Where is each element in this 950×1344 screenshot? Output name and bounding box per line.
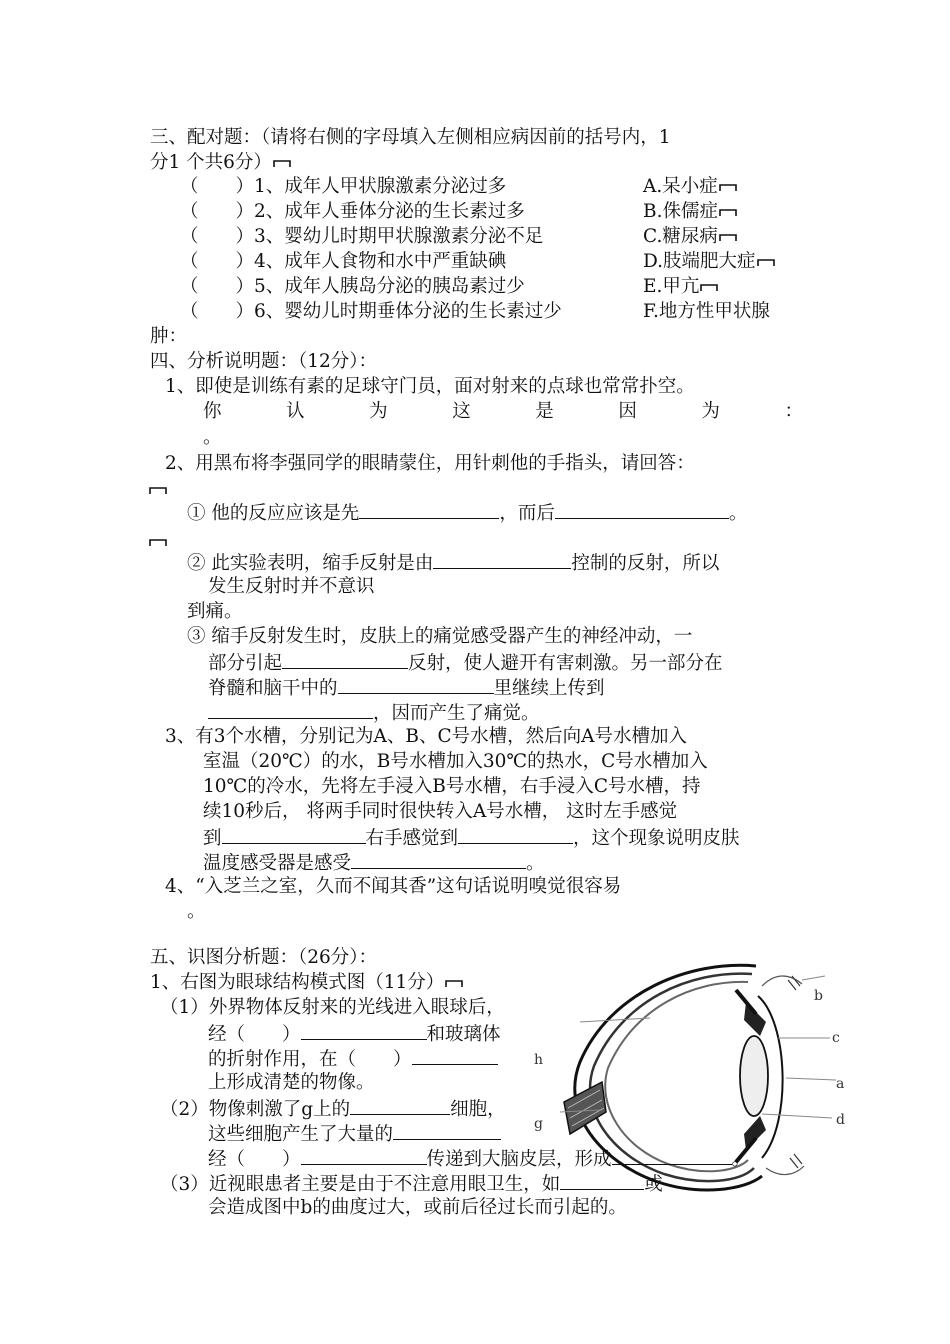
leader-d (762, 1114, 832, 1118)
label-a: a (836, 1076, 845, 1092)
matching-item-4 (180, 250, 506, 274)
option-text: F.地方性甲状腺 (643, 301, 770, 322)
spread-char: 是 (535, 401, 554, 422)
section3-title-cont-text: 分1 个共6分） (150, 152, 272, 173)
editor-mark-icon (699, 282, 719, 292)
editor-mark-icon (718, 207, 738, 217)
q4-2-c-text: 反射，使人避开有害刺激。另一部分在 (408, 653, 723, 674)
q4-2-a-text: ① 他的反应应该是先 (187, 503, 360, 524)
section4-title: 四、分析说明题：（12分）： (150, 351, 378, 372)
editor-mark-icon (756, 257, 776, 267)
answer-blank[interactable] (222, 825, 366, 844)
q4-2-c-line4 (208, 700, 540, 726)
q4-2-b-end: 到痛。 (187, 601, 243, 622)
answer-blank[interactable] (612, 1146, 732, 1165)
q4-3-text: 温度感受器是感受 (203, 853, 352, 874)
q4-2-a-text: ，而后 (499, 503, 555, 524)
q4-2-c-text: 脊髓和脑干中的 (208, 678, 338, 699)
eyelid-lower (766, 1166, 804, 1175)
option-text: A.呆小症 (643, 176, 718, 197)
q5-1-p1-line4: 上形成清楚的物像。 (208, 1072, 375, 1093)
answer-blank[interactable] (301, 1021, 427, 1040)
answer-blank[interactable] (359, 500, 499, 519)
q5-1-p3-text: （3）近视眼患者主要是由于不注意用眼卫生，如 (160, 1174, 561, 1195)
matching-item-1 (180, 175, 506, 199)
matching-text: 3、婴幼儿时期甲状腺激素分泌不足 (254, 226, 544, 247)
label-d: d (836, 1112, 845, 1128)
q4-2-a-line (187, 500, 747, 526)
matching-option-b (643, 200, 738, 224)
q5-1-p1-line3 (208, 1046, 498, 1072)
q5-1-p1-text: 和玻璃体 (426, 1024, 501, 1045)
iris-lower (744, 1116, 766, 1150)
q4-2-b-line (187, 550, 719, 576)
q4-3-line2: 室温（20℃）的水，B号水槽加入30℃的热水，C号水槽加入 (203, 751, 708, 772)
q5-1-title-text: 1、右图为眼球结构模式图（11分） (150, 972, 445, 993)
section5-title: 五、识图分析题：（26分）： (150, 947, 378, 968)
q4-4-line: 4、“入芝兰之室，久而不闻其香”这句话说明嗅觉很容易 (165, 876, 622, 897)
answer-paren[interactable]: （ ） (180, 276, 255, 297)
label-b: b (814, 988, 823, 1004)
answer-blank[interactable] (282, 650, 408, 669)
label-c: c (832, 1030, 840, 1046)
answer-paren[interactable]: （ ） (180, 226, 255, 247)
q4-3-text: 。 (526, 853, 545, 874)
q4-3-line5 (203, 825, 740, 851)
answer-blank[interactable] (412, 1046, 498, 1065)
q4-2-b-cont: 发生反射时并不意识 (208, 576, 375, 597)
section3-title: 三、配对题：（请将右侧的字母填入左侧相应病因前的括号内，1 (150, 127, 671, 148)
editor-mark-icon (718, 232, 738, 242)
lens (740, 1036, 768, 1116)
answer-paren[interactable]: （ ） (180, 176, 255, 197)
matching-item-5 (180, 275, 525, 299)
option-text: C.糖尿病 (643, 226, 718, 247)
q5-1-p2-text: 。 (731, 1149, 751, 1170)
matching-option-d (643, 250, 776, 274)
option-text: E.甲亢 (643, 276, 700, 297)
spread-char: 为 (369, 401, 388, 422)
q5-1-p2-text: 细胞， (450, 1099, 506, 1120)
spread-char: 因 (618, 401, 637, 422)
q5-1-p1-text: 的折射作用，在（ ） (208, 1049, 412, 1070)
q4-2-b-text: 控制的反射，所以 (571, 553, 720, 574)
q5-1-p3-line2: 会造成图中b的曲度过大，或前后径过长而引起的。 (208, 1197, 627, 1218)
q5-1-p1-line2 (208, 1021, 501, 1047)
answer-blank[interactable] (555, 500, 729, 519)
matching-option-c (643, 225, 738, 249)
q4-2-c-line3 (208, 675, 605, 701)
q5-1-p1-text: 经（ ） (208, 1024, 301, 1045)
matching-option-e (643, 275, 719, 299)
q5-1-p2-line3 (208, 1146, 750, 1172)
matching-text: 1、成年人甲状腺激素分泌过多 (254, 176, 507, 197)
matching-item-2 (180, 200, 525, 224)
answer-paren[interactable]: （ ） (180, 251, 255, 272)
answer-blank[interactable] (433, 550, 571, 569)
q4-3-line3: 10℃的冷水，先将左手浸入B号水槽，右手浸入C号水槽，持 (203, 776, 701, 797)
answer-blank[interactable] (458, 825, 573, 844)
label-h: h (534, 1052, 544, 1068)
q4-2-c-text: 部分引起 (208, 653, 283, 674)
matching-option-f-wrap: 肿： (150, 326, 188, 347)
answer-blank[interactable] (560, 1171, 644, 1190)
spread-char: 为 (701, 401, 720, 422)
q5-1-p1-line1: （1）外界物体反射来的光线进入眼球后， (160, 997, 505, 1018)
q5-1-p2-text: 经（ ） (208, 1149, 301, 1170)
matching-item-6 (180, 300, 562, 324)
q4-3-text: ，这个现象说明皮肤 (573, 828, 740, 849)
q4-2-c-line2 (208, 650, 723, 676)
q4-3-line6 (203, 850, 545, 876)
q4-3-line4: 续10秒后， 将两手同时很快转入A号水槽， 这时左手感觉 (203, 801, 678, 822)
answer-blank[interactable] (350, 1096, 450, 1115)
q4-2-a-text: 。 (728, 503, 748, 524)
spread-char: 这 (452, 401, 471, 422)
leader-a (786, 1078, 836, 1080)
editor-mark-icon (444, 978, 464, 988)
q4-2-c-line1: ③ 缩手反射发生时，皮肤上的痛觉感受器产生的神经冲动，一 (187, 626, 693, 647)
q5-1-p2-text: 传递到大脑皮层，形成 (426, 1149, 612, 1170)
section3-title-cont (150, 151, 292, 175)
answer-blank[interactable] (338, 675, 494, 694)
editor-mark-icon (718, 182, 738, 192)
editor-mark-icon (148, 478, 168, 502)
q4-2-c-text: ，因而产生了痛觉。 (373, 703, 540, 724)
answer-blank[interactable] (351, 850, 526, 869)
q5-1-title (150, 971, 464, 995)
retina-layer (605, 982, 748, 1171)
q5-1-p3-text: 或 (644, 1174, 663, 1195)
matching-item-3 (180, 225, 543, 249)
matching-option-f (643, 300, 770, 324)
q4-3-text: 到 (203, 828, 222, 849)
matching-text: 5、成年人胰岛分泌的胰岛素过少 (254, 276, 525, 297)
label-g: g (534, 1116, 543, 1132)
spread-char: 认 (286, 401, 305, 422)
leader-b (802, 976, 825, 980)
answer-blank[interactable] (208, 700, 373, 719)
matching-text: 2、成年人垂体分泌的生长素过多 (254, 201, 525, 222)
matching-text: 6、婴幼儿时期垂体分泌的生长素过少 (254, 301, 562, 322)
option-text: D.肢端肥大症 (643, 251, 756, 272)
q4-4-end: 。 (187, 901, 206, 922)
matching-text: 4、成年人食物和水中严重缺碘 (254, 251, 507, 272)
spread-char: 你 (203, 401, 222, 422)
q5-1-p3-line1 (160, 1171, 663, 1197)
answer-blank[interactable] (301, 1146, 427, 1165)
q4-1-spread-line (203, 400, 803, 424)
editor-mark-icon (272, 158, 292, 168)
option-text: B.侏儒症 (643, 201, 718, 222)
q5-1-p2-text: （2）物像刺激了g上的 (160, 1099, 351, 1120)
q5-1-p2-line2 (208, 1121, 501, 1147)
q4-3-line1: 3、有3个水槽，分别记为A、B、C号水槽，然后向A号水槽加入 (165, 726, 688, 747)
q5-1-p2-line1 (160, 1096, 506, 1122)
q4-2-c-text: 里继续上传到 (493, 678, 605, 699)
editor-mark-icon (148, 530, 168, 554)
iris-upper (744, 1002, 766, 1036)
q4-3-text: 右手感觉到 (365, 828, 459, 849)
q4-2-b-text: ② 此实验表明，缩手反射是由 (187, 553, 434, 574)
answer-paren[interactable]: （ ） (180, 301, 255, 322)
matching-option-a (643, 175, 738, 199)
spread-char: ： (784, 401, 803, 422)
answer-paren[interactable]: （ ） (180, 201, 255, 222)
q4-1-text: 1、即使是训练有素的足球守门员，面对射来的点球也常常扑空。 (165, 376, 695, 397)
q4-1-end: 。 (203, 427, 222, 448)
answer-blank[interactable] (393, 1121, 501, 1140)
q5-1-p2-text: 这些细胞产生了大量的 (208, 1124, 394, 1145)
q4-2-text: 2、用黑布将李强同学的眼睛蒙住，用针刺他的手指头，请回答： (165, 453, 695, 474)
